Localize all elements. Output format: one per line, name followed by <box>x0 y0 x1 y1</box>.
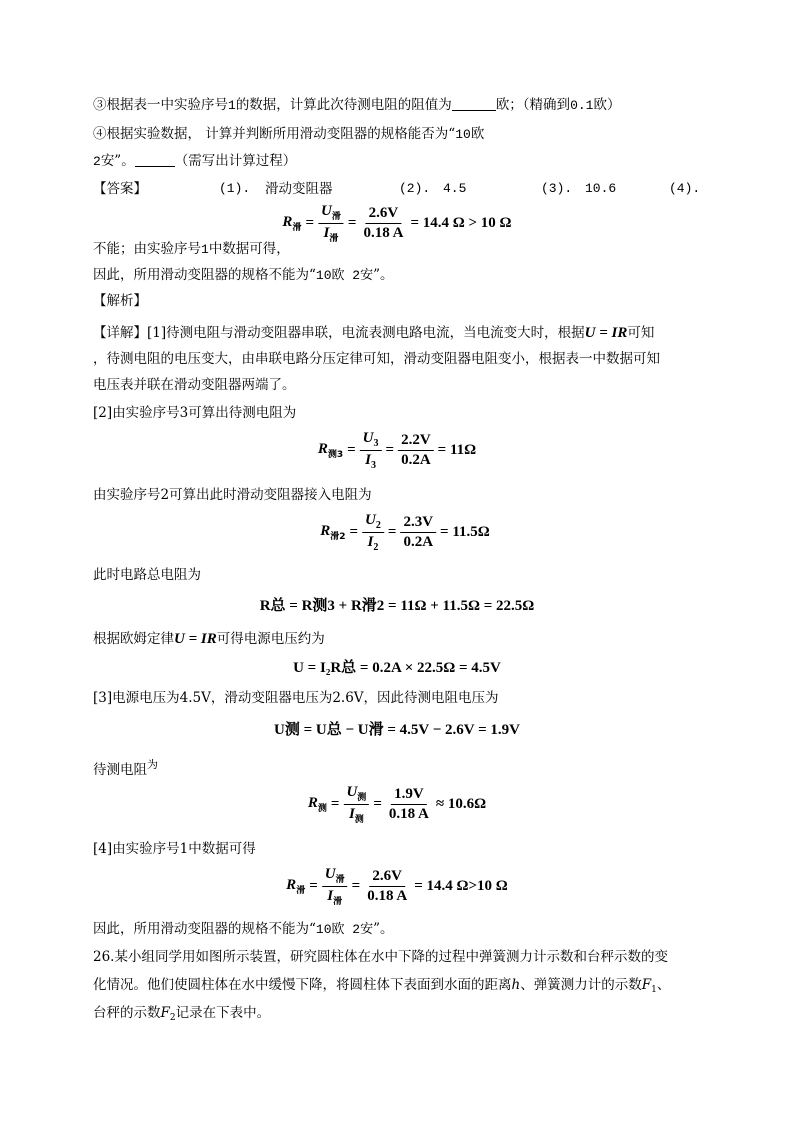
analysis-p9: 因此，所用滑动变阻器的规格不能为“10欧 2安”。 <box>93 921 394 937</box>
analysis-p5: 根据欧姆定律U = IR可得电源电压约为 <box>93 631 325 647</box>
answer-label: 【答案】 <box>93 181 147 197</box>
answer-line-a: 不能；由实验序号1中数据可得， <box>93 241 290 257</box>
equation-r-test: $R_测$ = $\frac{U_测}{I_测}$ = $\frac{1.9V}{0.18 A}$ ≈ 10.6Ω <box>307 784 487 825</box>
analysis-p6: [3]电源电压为4.5V，滑动变阻器电压为2.6V，因此待测电阻电压为 <box>93 690 499 706</box>
q25-item3: ③根据表一中实验序号1的数据，计算此次待测电阻的阻值为 欧；（精确到0.1欧） <box>93 97 621 113</box>
q25-item4-line2: 2安”。 （需写出计算过程） <box>93 153 297 169</box>
equation-r-test3: $R_{测3}$ = $\frac{U_3}{I_3}$ = $\frac{2.2V}{0.2A}$ = 11Ω <box>317 430 477 471</box>
equation-r-slide: $R_滑$ = $\frac{U_滑}{I_滑}$ = $\frac{2.6V}{0.18 A}$ = 14.4 Ω>10 Ω <box>286 866 508 907</box>
analysis-p3: 由实验序号2可算出此时滑动变阻器接入电阻为 <box>93 487 372 503</box>
q26-line2: 化情况。他们使圆柱体在水中缓慢下降，将圆柱体下表面到水面的距离h、弹簧测力计的示数$F_1$、 <box>93 977 671 995</box>
equation-test-voltage: U测 = U总 − U滑 = 4.5V − 2.6V = 1.9V <box>274 722 520 738</box>
analysis-p8: [4]由实验序号1中数据可得 <box>93 841 256 857</box>
analysis-p7: 待测电阻$^为$ <box>93 758 158 778</box>
analysis-p1-c: ，待测电阻的电压变大，由串联电路分压定律可知，滑动变阻器电阻变小，根据表一中数据可知 <box>93 351 660 367</box>
answer-equation: $R_滑$ = $\frac{U_滑}{I_滑}$ = $\frac{2.6V}{0.18 A}$ = 14.4 Ω > 10 Ω <box>282 203 512 244</box>
equation-total-resistance: R总 = R测3 + R滑2 = 11Ω + 11.5Ω = 22.5Ω <box>259 598 535 614</box>
equation-source-voltage: U = I₂R总 = 0.2A × 22.5Ω = 4.5V <box>293 660 501 676</box>
q26-line3: 台秤的示数$F_2$记录在下表中。 <box>93 1005 271 1023</box>
answer-row: 【答案】 (1). 滑动变阻器 (2). 4.5 (3). 10.6 (4). <box>93 181 701 197</box>
q25-item4-line1: ④根据实验数据， 计算并判断所用滑动变阻器的规格能否为“10欧 <box>93 126 485 142</box>
q26-line1: 26.某小组同学用如图所示装置，研究圆柱体在水中下降的过程中弹簧测力计示数和台秤示数的变 <box>93 949 668 965</box>
analysis-p2: [2]由实验序号3可算出待测电阻为 <box>93 405 297 421</box>
answer-blank[interactable] <box>135 153 175 167</box>
answer-blank[interactable] <box>452 97 496 111</box>
analysis-p1-d: 电压表并联在滑动变阻器两端了。 <box>93 377 296 393</box>
analysis-p4: 此时电路总电阻为 <box>93 567 201 583</box>
answer-line-b: 因此，所用滑动变阻器的规格不能为“10欧 2安”。 <box>93 267 394 283</box>
equation-r-slide2: $R_{滑2}$ = $\frac{U_2}{I_2}$ = $\frac{2.3V}{0.2A}$ = 11.5Ω <box>320 512 490 553</box>
analysis-p1: 【详解】[1]待测电阻与滑动变阻器串联，电流表测电路电流，当电流变大时，根据U = IR可知 <box>93 325 655 341</box>
analysis-label: 【解析】 <box>93 293 147 309</box>
